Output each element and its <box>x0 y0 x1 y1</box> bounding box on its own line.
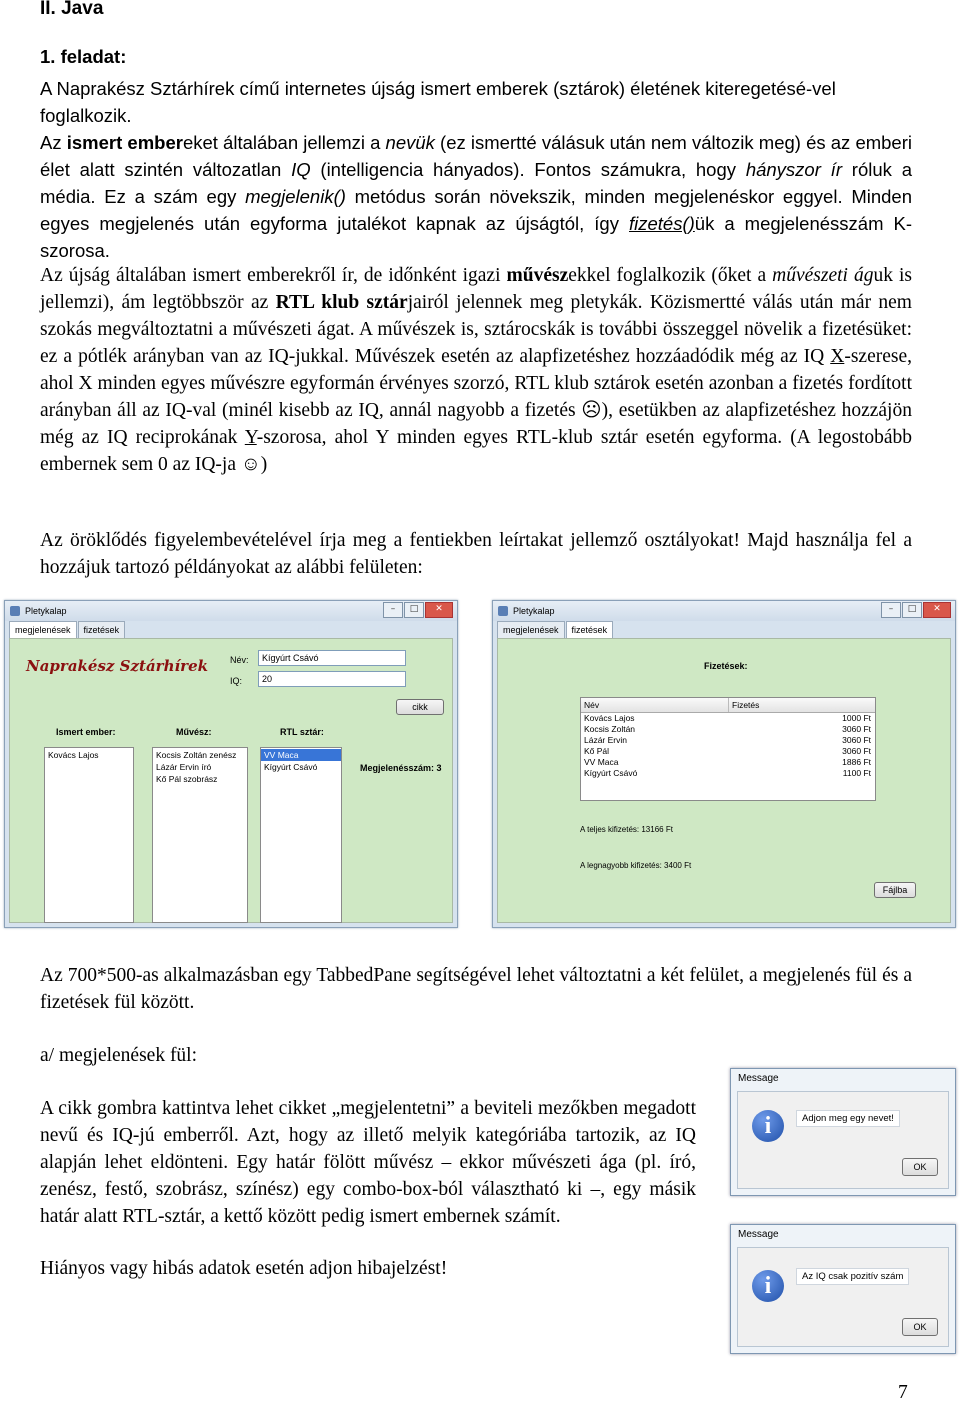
artist-paragraph <box>40 262 912 478</box>
smiley-icon: ☺ <box>240 454 261 475</box>
appearances-panel <box>9 638 453 923</box>
iq-input[interactable]: 20 <box>258 671 406 687</box>
text: fizetés() <box>629 213 695 234</box>
cell-pay: 1100 Ft <box>842 768 871 778</box>
text: -szerese, ahol X minden egyes művészre egyformán érvényes szorzó, RTL klub sztárok esetén azonban a fizetés fordított arányban áll az IQ-val (minél kisebb az IQ, annál nagyobb a fizetés <box>40 346 912 421</box>
list-item[interactable]: Lázár Ervin író <box>156 762 212 772</box>
tab-appearances[interactable]: megjelenések <box>497 621 565 639</box>
text: -szorosa, ahol Y minden egyes RTL-klub sztár esetén egyforma. (A legostobább embernek sem 0 az IQ-ja <box>40 427 912 475</box>
table-row[interactable] <box>581 724 875 735</box>
known-people-list[interactable] <box>44 747 134 923</box>
dialog-message: Az IQ csak pozitív szám <box>796 1268 909 1285</box>
close-button[interactable]: ✕ <box>923 602 951 618</box>
app-window-payments <box>492 600 956 928</box>
cell-pay: 3060 Ft <box>842 735 871 745</box>
text: nevük <box>385 132 435 153</box>
text: RTL klub sztár <box>275 292 408 313</box>
known-person-paragraph <box>40 129 912 264</box>
dialog-body <box>737 1247 949 1347</box>
task-paragraph: Az öröklődés figyelembevételével írja meg a fentiekben leírtakat jellemző osztályokat! Majd használja fel a hozzájuk tartozó példányokat az alábbi felületen: <box>40 530 912 578</box>
text: ük a megjelenésszám K-szorosa. <box>40 213 913 261</box>
known-people-label: Ismert ember: <box>56 727 116 737</box>
window-title: Pletykalap <box>25 606 67 616</box>
table-row[interactable] <box>581 713 875 724</box>
minimize-button[interactable]: – <box>383 602 403 618</box>
table-row[interactable] <box>581 757 875 768</box>
table-row[interactable] <box>581 746 875 757</box>
task-heading: 1. feladat: <box>40 46 127 67</box>
text: Az <box>40 132 67 153</box>
payments-table[interactable] <box>580 697 876 801</box>
cikk-button[interactable]: cikk <box>396 699 444 715</box>
text: (ez ismertté válásuk után nem változik meg) és az emberi élet alatt szintén változatlan <box>40 132 912 180</box>
text: jairól jelennek meg pletykák. Közismertté válás után már nem szokás megváltoztatni a művészeti ágat. A művészek is, sztárocskák is további összeggel növelik a fizetésüket: ez a pótlék arányban van az IQ-jukkal. Művészek esetén az alapfizetéshez hozzáadódik még az IQ <box>40 292 912 367</box>
cell-pay: 3060 Ft <box>842 724 871 734</box>
list-item[interactable]: Kovács Lajos <box>48 750 99 760</box>
text: hányszor ír <box>745 159 842 180</box>
window-titlebar <box>5 601 457 621</box>
ok-button[interactable]: OK <box>902 1318 938 1336</box>
info-icon: i <box>752 1110 784 1142</box>
column-header-pay[interactable]: Fizetés <box>732 700 760 710</box>
close-button[interactable]: ✕ <box>425 602 453 618</box>
text: Y <box>244 427 257 448</box>
section-title: II. Java <box>40 0 104 19</box>
text: művész <box>506 265 569 286</box>
cell-name: Kovács Lajos <box>584 713 635 723</box>
cell-pay: 1886 Ft <box>842 757 871 767</box>
cell-pay: 1000 Ft <box>842 713 871 723</box>
cell-pay: 3060 Ft <box>842 746 871 756</box>
tab-payments[interactable]: fizetések <box>78 621 126 639</box>
brand-logo: Naprakész Sztárhírek <box>26 657 209 675</box>
list-item[interactable]: Kígyúrt Csávó <box>264 762 318 772</box>
cell-name: Kocsis Zoltán <box>584 724 636 734</box>
text: metódus során növekszik, minden megjelenéskor eggyel. Minden egyes megjelenés után egyforma jutalékot kapnak az újságtól, így <box>40 186 912 234</box>
rtl-stars-label: RTL sztár: <box>280 727 324 737</box>
error-paragraph: Hiányos vagy hibás adatok esetén adjon hibajelzést! <box>40 1258 448 1279</box>
file-button[interactable]: Fájlba <box>874 882 916 898</box>
text: ismert ember <box>66 132 183 153</box>
maximize-button[interactable]: □ <box>404 602 424 618</box>
ok-button[interactable]: OK <box>902 1158 938 1176</box>
cell-name: VV Maca <box>584 757 619 767</box>
tab-appearances[interactable]: megjelenések <box>9 621 77 639</box>
list-item[interactable]: Kő Pál szobrász <box>156 774 218 784</box>
cikk-paragraph: A cikk gombra kattintva lehet cikket „megjelentetni” a beviteli mezőkben megadott nevű és IQ-jú emberről. Azt, hogy az illető melyik kategóriába tartozik, az IQ alapján lehet eldönteni. Egy határ fölött művész – ekkor művészeti ága (pl. író, zenész, festő, szobrász, színész) egy combo-box-ból választható ki –, egy másik határ alatt RTL-sztár, a kettő között pedig ismert embernek számít. <box>40 1098 696 1227</box>
text: ekkel foglalkozik (őket a <box>568 265 773 286</box>
tabbedpane-paragraph: Az 700*500-as alkalmazásban egy TabbedPane segítségével lehet változtatni a két felület, a megjelenés fül és a fizetések fül között. <box>40 965 912 1013</box>
cell-name: Kő Pál <box>584 746 610 756</box>
list-item[interactable]: VV Maca <box>261 749 341 761</box>
text: ), esetükben az alapfizetéshez hozzájön még az IQ reciprokának <box>40 400 912 448</box>
name-label: Név: <box>230 655 249 665</box>
text: Az újság általában ismert emberekről ír, de időnként igazi <box>40 265 507 286</box>
dialog-title: Message <box>738 1073 779 1084</box>
message-dialog-iq <box>730 1224 956 1354</box>
text: róluk a média. Ez a szám egy <box>40 159 912 207</box>
dialog-message: Adjon meg egy nevet! <box>796 1110 900 1127</box>
window-titlebar <box>493 601 955 621</box>
app-window-appearances <box>4 600 458 928</box>
table-row[interactable] <box>581 735 875 746</box>
text: (intelligencia hányados). Fontos számukra, hogy <box>310 159 746 180</box>
cell-name: Kígyúrt Csávó <box>584 768 638 778</box>
java-app-icon <box>10 606 20 616</box>
tab-payments[interactable]: fizetések <box>566 621 614 639</box>
cell-name: Lázár Ervin <box>584 735 627 745</box>
total-payment: A teljes kifizetés: 13166 Ft <box>580 825 673 834</box>
payments-panel <box>497 638 951 923</box>
artists-list[interactable] <box>152 747 248 923</box>
payments-heading: Fizetések: <box>704 661 748 671</box>
window-title: Pletykalap <box>513 606 555 616</box>
text: ) <box>260 454 268 475</box>
text: eket általában jellemzi a <box>182 132 386 153</box>
subheading-appearances: a/ megjelenések fül: <box>40 1045 198 1066</box>
text: IQ <box>291 159 311 180</box>
dialog-title: Message <box>738 1229 779 1240</box>
dialog-body <box>737 1091 949 1189</box>
name-input[interactable]: Kígyúrt Csávó <box>258 650 406 666</box>
text: X <box>830 346 845 367</box>
rtl-stars-list[interactable] <box>260 747 342 923</box>
text: uk is jellemzi), ám legtöbbször az <box>40 265 912 313</box>
maximize-button[interactable]: □ <box>902 602 922 618</box>
info-icon: i <box>752 1270 784 1302</box>
column-header-name[interactable]: Név <box>581 698 729 712</box>
artists-label: Művész: <box>176 727 212 737</box>
intro-paragraph: A Naprakész Sztárhírek című internetes újság ismert emberek (sztárok) életének kiteregetésé-vel foglalkozik. <box>40 78 836 126</box>
max-payment: A legnagyobb kifizetés: 3400 Ft <box>580 861 692 870</box>
table-row[interactable] <box>581 768 875 779</box>
java-app-icon <box>498 606 508 616</box>
text: megjelenik() <box>245 186 346 207</box>
minimize-button[interactable]: – <box>881 602 901 618</box>
page-number: 7 <box>898 1382 908 1403</box>
iq-label: IQ: <box>230 676 243 686</box>
appearance-count: Megjelenésszám: 3 <box>360 763 442 773</box>
text: művészeti ág <box>772 265 874 286</box>
message-dialog-name <box>730 1068 956 1196</box>
sad-face-icon: ☹ <box>581 400 602 421</box>
list-item[interactable]: Kocsis Zoltán zenész <box>156 750 237 760</box>
